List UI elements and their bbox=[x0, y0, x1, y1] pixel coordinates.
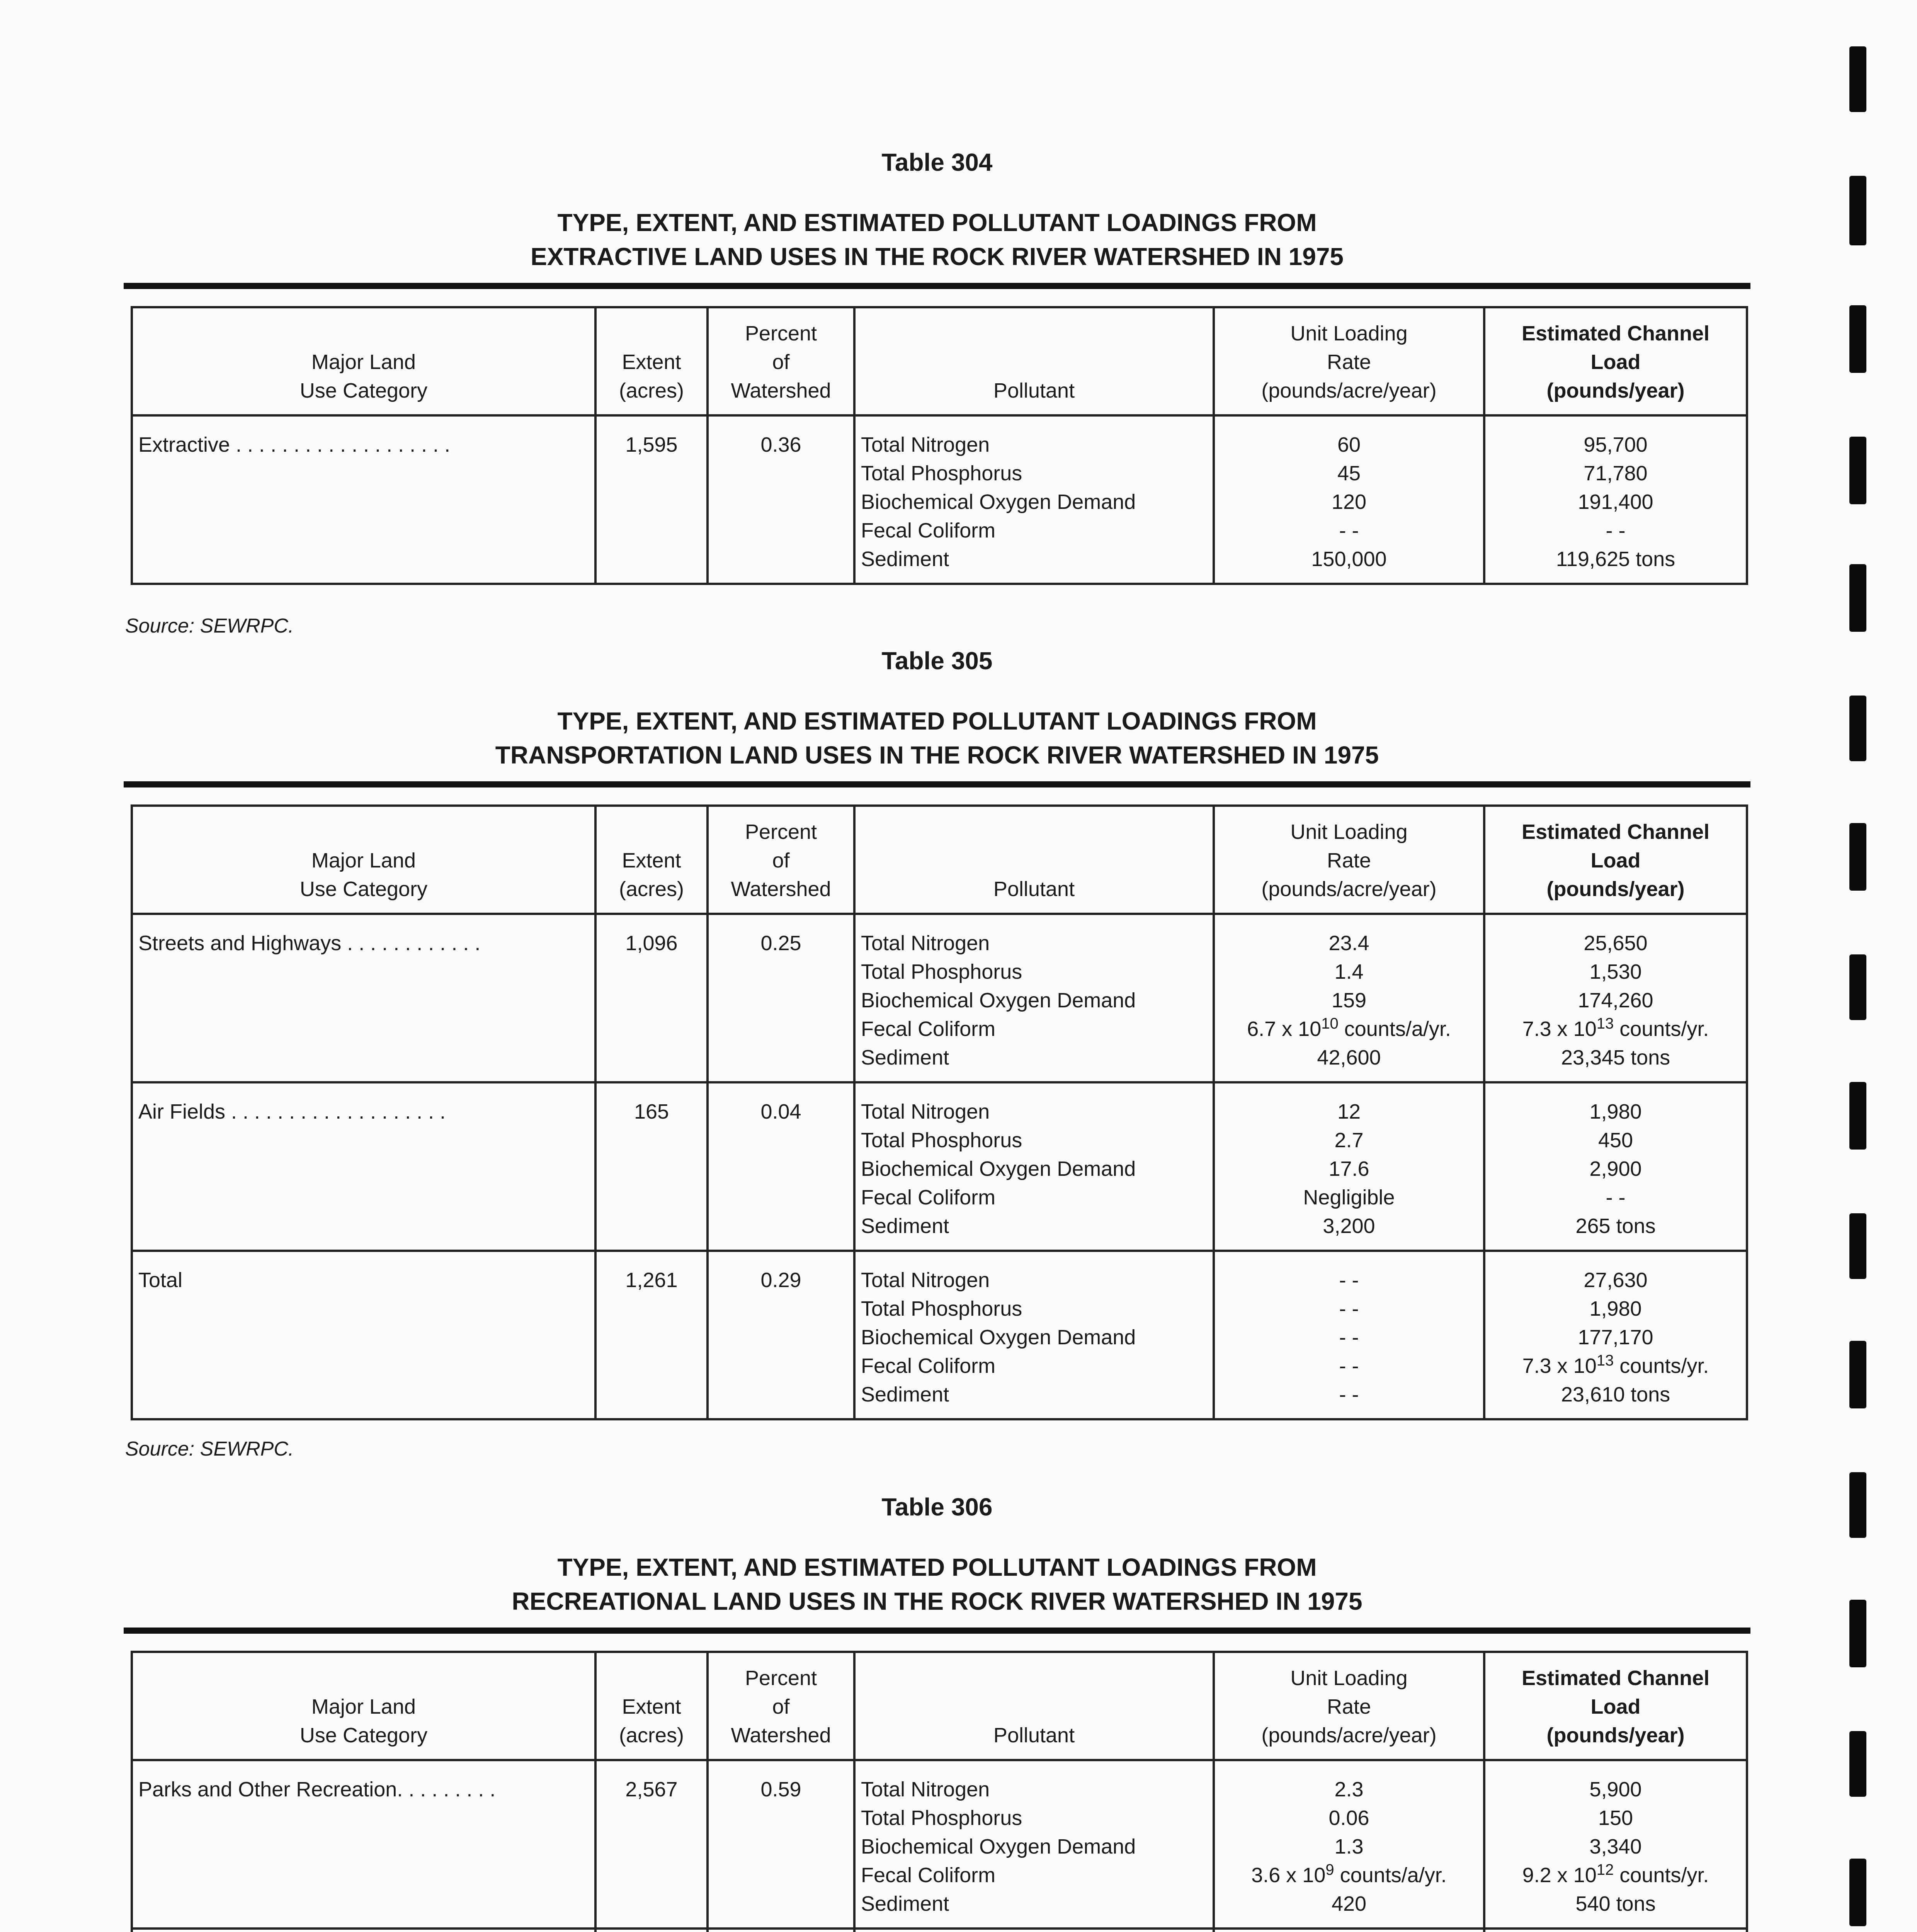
header-line: (acres) bbox=[619, 379, 684, 402]
data-table bbox=[131, 306, 1748, 585]
table-row bbox=[132, 415, 1747, 584]
rate-value bbox=[1220, 1015, 1478, 1043]
table-number: Table 304 bbox=[881, 148, 993, 176]
header-line: Unit Loading bbox=[1290, 820, 1408, 844]
load-value-exponent: 13 bbox=[1596, 1352, 1614, 1369]
binder-tab-mark bbox=[1849, 305, 1866, 373]
rate-value: 2.3 bbox=[1334, 1778, 1364, 1801]
rate-value: - - bbox=[1339, 1297, 1359, 1320]
extent-cell: 1,261 bbox=[595, 1251, 708, 1419]
pollutant-name: Sediment bbox=[861, 1214, 949, 1238]
load-value: 5,900 bbox=[1589, 1778, 1642, 1801]
land-use-category-cell: Total bbox=[132, 1251, 595, 1419]
load-value: 265 tons bbox=[1575, 1214, 1656, 1238]
data-table bbox=[131, 804, 1748, 1420]
header-line: Major Land bbox=[311, 1695, 416, 1718]
unit-loading-rate-cell bbox=[1214, 914, 1484, 1082]
binder-tab-mark bbox=[1849, 564, 1866, 632]
header-line: Unit Loading bbox=[1290, 1667, 1408, 1690]
table-block bbox=[124, 147, 1750, 585]
load-value: 1,980 bbox=[1589, 1100, 1642, 1123]
rate-value: 1.4 bbox=[1334, 960, 1364, 983]
binder-tab-mark bbox=[1849, 696, 1866, 761]
binder-tab-mark bbox=[1849, 1213, 1866, 1279]
pollutant-name: Biochemical Oxygen Demand bbox=[861, 1835, 1136, 1858]
header-line: Pollutant bbox=[993, 878, 1075, 901]
load-value-base: 7.3 x 10 bbox=[1522, 1017, 1597, 1041]
binder-tab-mark bbox=[1849, 954, 1866, 1020]
header-pollutant bbox=[854, 1652, 1214, 1760]
source-note: Source: SEWRPC. bbox=[125, 615, 294, 637]
table-block bbox=[124, 1492, 1750, 1932]
binder-tab-mark bbox=[1849, 437, 1866, 504]
table-title-line: TYPE, EXTENT, AND ESTIMATED POLLUTANT LOADINGS FROM bbox=[557, 209, 1317, 236]
header-percent-of-watershed bbox=[708, 806, 854, 914]
pollutant-cell bbox=[854, 1082, 1214, 1251]
header-line: Extent bbox=[622, 849, 681, 872]
load-value-base: 7.3 x 10 bbox=[1522, 1354, 1597, 1378]
pollutant-name: Total Nitrogen bbox=[861, 1778, 990, 1801]
pollutant-name: Total Nitrogen bbox=[861, 1100, 990, 1123]
rate-value: 17.6 bbox=[1328, 1157, 1369, 1180]
pollutant-name: Total Nitrogen bbox=[861, 1269, 990, 1292]
land-use-category-cell: Extractive . . . . . . . . . . . . . . . . . . . bbox=[132, 415, 595, 584]
header-line: Major Land bbox=[311, 350, 416, 374]
header-line: of bbox=[772, 1695, 790, 1718]
header-major-land-use bbox=[132, 307, 595, 415]
channel-load-cell bbox=[1484, 415, 1747, 584]
binder-tab-mark bbox=[1849, 1731, 1866, 1797]
source-note: Source: SEWRPC. bbox=[125, 1438, 294, 1460]
title-rule bbox=[124, 283, 1750, 289]
table-block bbox=[124, 645, 1750, 1420]
extent-cell: 2,567 bbox=[595, 1760, 708, 1929]
rate-value: 42,600 bbox=[1317, 1046, 1381, 1069]
binder-tab-mark bbox=[1849, 46, 1866, 112]
load-value: 71,780 bbox=[1584, 462, 1648, 485]
pollutant-cell bbox=[854, 1929, 1214, 1932]
header-line: Percent bbox=[745, 322, 817, 345]
extent-cell: 1,096 bbox=[595, 914, 708, 1082]
rate-value: 1.3 bbox=[1334, 1835, 1364, 1858]
header-extent bbox=[595, 307, 708, 415]
header-line: Watershed bbox=[731, 379, 831, 402]
pollutant-name: Total Nitrogen bbox=[861, 433, 990, 456]
header-line: Extent bbox=[622, 1695, 681, 1718]
binder-tab-mark bbox=[1849, 1600, 1866, 1667]
pollutant-name: Fecal Coliform bbox=[861, 1864, 996, 1887]
load-value: 95,700 bbox=[1584, 433, 1648, 456]
binder-tab-mark bbox=[1849, 1082, 1866, 1150]
pollutant-name: Total Phosphorus bbox=[861, 1297, 1022, 1320]
table-title bbox=[124, 1550, 1750, 1618]
rate-value: 420 bbox=[1331, 1892, 1367, 1915]
binder-tab-mark bbox=[1849, 1859, 1866, 1926]
table-number: Table 305 bbox=[881, 647, 993, 675]
load-value bbox=[1491, 1352, 1740, 1380]
load-value-exponent: 13 bbox=[1596, 1015, 1614, 1032]
load-value: 540 tons bbox=[1575, 1892, 1656, 1915]
header-line: Extent bbox=[622, 350, 681, 374]
rate-value bbox=[1220, 1861, 1478, 1889]
pollutant-name: Total Phosphorus bbox=[861, 462, 1022, 485]
load-value: 23,345 tons bbox=[1561, 1046, 1670, 1069]
load-value-unit: counts/yr. bbox=[1614, 1864, 1709, 1887]
pollutant-name: Total Nitrogen bbox=[861, 932, 990, 955]
header-line: Watershed bbox=[731, 1724, 831, 1747]
header-line: (pounds/year) bbox=[1546, 1724, 1685, 1747]
pollutant-name: Biochemical Oxygen Demand bbox=[861, 989, 1136, 1012]
load-value bbox=[1491, 1015, 1740, 1043]
pollutant-name: Sediment bbox=[861, 1892, 949, 1915]
rate-value: - - bbox=[1339, 1326, 1359, 1349]
header-line: Unit Loading bbox=[1290, 322, 1408, 345]
load-value: - - bbox=[1606, 519, 1626, 542]
load-value: 1,530 bbox=[1589, 960, 1642, 983]
rate-value-exponent: 10 bbox=[1321, 1015, 1339, 1032]
load-value: 25,650 bbox=[1584, 932, 1648, 955]
table-row bbox=[132, 1082, 1747, 1251]
header-percent-of-watershed bbox=[708, 307, 854, 415]
load-value-unit: counts/yr. bbox=[1614, 1354, 1709, 1378]
table-row bbox=[132, 1929, 1747, 1932]
percent-cell: 0.36 bbox=[708, 415, 854, 584]
percent-cell: 0.25 bbox=[708, 914, 854, 1082]
header-row bbox=[132, 1652, 1747, 1760]
load-value bbox=[1491, 1861, 1740, 1889]
rate-value: 60 bbox=[1337, 433, 1361, 456]
header-unit-loading-rate bbox=[1214, 1652, 1484, 1760]
header-line: Watershed bbox=[731, 878, 831, 901]
table-title bbox=[124, 206, 1750, 274]
unit-loading-rate-cell bbox=[1214, 415, 1484, 584]
rate-value: - - bbox=[1339, 1354, 1359, 1378]
table-row bbox=[132, 914, 1747, 1082]
percent-cell bbox=[708, 1929, 854, 1932]
unit-loading-rate-cell bbox=[1214, 1929, 1484, 1932]
header-line: Load bbox=[1590, 849, 1641, 872]
rate-value: 23.4 bbox=[1328, 932, 1369, 955]
rate-value: 2.7 bbox=[1334, 1129, 1364, 1152]
land-use-category-cell: Streets and Highways . . . . . . . . . . . . bbox=[132, 914, 595, 1082]
load-value: 174,260 bbox=[1578, 989, 1653, 1012]
pollutant-name: Total Phosphorus bbox=[861, 960, 1022, 983]
table-title-line: EXTRACTIVE LAND USES IN THE ROCK RIVER WATERSHED IN 1975 bbox=[531, 243, 1344, 270]
pollutant-cell bbox=[854, 415, 1214, 584]
land-use-category-cell: Parks and Other Recreation. . . . . . . . . bbox=[132, 1760, 595, 1929]
load-value: 27,630 bbox=[1584, 1269, 1648, 1292]
data-table bbox=[131, 1651, 1748, 1932]
load-value: - - bbox=[1606, 1186, 1626, 1209]
channel-load-cell bbox=[1484, 1082, 1747, 1251]
header-estimated-channel-load bbox=[1484, 307, 1747, 415]
header-line: Estimated Channel bbox=[1521, 820, 1710, 844]
extent-cell bbox=[595, 1929, 708, 1932]
header-line: (pounds/acre/year) bbox=[1261, 379, 1437, 402]
pollutant-name: Total Phosphorus bbox=[861, 1806, 1022, 1830]
table-title-line: TYPE, EXTENT, AND ESTIMATED POLLUTANT LOADINGS FROM bbox=[557, 1553, 1317, 1581]
pollutant-name: Fecal Coliform bbox=[861, 1186, 996, 1209]
header-line: Percent bbox=[745, 1667, 817, 1690]
pollutant-cell bbox=[854, 1760, 1214, 1929]
unit-loading-rate-cell bbox=[1214, 1760, 1484, 1929]
header-extent bbox=[595, 806, 708, 914]
load-value: 2,900 bbox=[1589, 1157, 1642, 1180]
pollutant-cell bbox=[854, 1251, 1214, 1419]
header-line: (pounds/acre/year) bbox=[1261, 878, 1437, 901]
header-line: Load bbox=[1590, 1695, 1641, 1718]
rate-value-exponent: 9 bbox=[1325, 1861, 1334, 1878]
rate-value-base: 6.7 x 10 bbox=[1247, 1017, 1322, 1041]
rate-value: 0.06 bbox=[1328, 1806, 1369, 1830]
header-line: (pounds/acre/year) bbox=[1261, 1724, 1437, 1747]
header-percent-of-watershed bbox=[708, 1652, 854, 1760]
header-line: Major Land bbox=[311, 849, 416, 872]
table-title-line: TRANSPORTATION LAND USES IN THE ROCK RIVER WATERSHED IN 1975 bbox=[495, 741, 1379, 769]
pollutant-name: Sediment bbox=[861, 1046, 949, 1069]
extent-cell: 1,595 bbox=[595, 415, 708, 584]
header-major-land-use bbox=[132, 1652, 595, 1760]
pollutant-name: Sediment bbox=[861, 548, 949, 571]
pollutant-name: Biochemical Oxygen Demand bbox=[861, 490, 1136, 514]
channel-load-cell bbox=[1484, 1929, 1747, 1932]
load-value: 177,170 bbox=[1578, 1326, 1653, 1349]
channel-load-cell bbox=[1484, 914, 1747, 1082]
header-line: (pounds/year) bbox=[1546, 379, 1685, 402]
header-line: Load bbox=[1590, 350, 1641, 374]
load-value: 119,625 tons bbox=[1556, 548, 1675, 571]
header-line: Estimated Channel bbox=[1521, 322, 1710, 345]
header-line: Rate bbox=[1327, 1695, 1371, 1718]
header-row bbox=[132, 307, 1747, 415]
binder-tab-mark bbox=[1849, 176, 1866, 245]
percent-cell: 0.04 bbox=[708, 1082, 854, 1251]
load-value: 23,610 tons bbox=[1561, 1383, 1670, 1406]
rate-value: 150,000 bbox=[1311, 548, 1387, 571]
header-estimated-channel-load bbox=[1484, 1652, 1747, 1760]
percent-cell: 0.29 bbox=[708, 1251, 854, 1419]
header-line: (acres) bbox=[619, 1724, 684, 1747]
header-line: Rate bbox=[1327, 849, 1371, 872]
table-number: Table 306 bbox=[881, 1493, 993, 1521]
header-line: of bbox=[772, 350, 790, 374]
pollutant-name: Fecal Coliform bbox=[861, 1017, 996, 1041]
channel-load-cell bbox=[1484, 1251, 1747, 1419]
header-unit-loading-rate bbox=[1214, 806, 1484, 914]
header-row bbox=[132, 806, 1747, 914]
load-value: 3,340 bbox=[1589, 1835, 1642, 1858]
header-line: of bbox=[772, 849, 790, 872]
pollutant-cell bbox=[854, 914, 1214, 1082]
rate-value: 45 bbox=[1337, 462, 1361, 485]
binder-tab-mark bbox=[1849, 823, 1866, 891]
extent-cell: 165 bbox=[595, 1082, 708, 1251]
header-pollutant bbox=[854, 806, 1214, 914]
pollutant-name: Biochemical Oxygen Demand bbox=[861, 1326, 1136, 1349]
header-line: Use Category bbox=[299, 379, 428, 402]
rate-value-unit: counts/a/yr. bbox=[1338, 1017, 1451, 1041]
table-title-line: TYPE, EXTENT, AND ESTIMATED POLLUTANT LOADINGS FROM bbox=[557, 707, 1317, 735]
rate-value-base: 3.6 x 10 bbox=[1251, 1864, 1326, 1887]
header-line: (pounds/year) bbox=[1546, 878, 1685, 901]
pollutant-name: Fecal Coliform bbox=[861, 519, 996, 542]
rate-value: 120 bbox=[1331, 490, 1367, 514]
rate-value: - - bbox=[1339, 1269, 1359, 1292]
rate-value: - - bbox=[1339, 1383, 1359, 1406]
pollutant-name: Sediment bbox=[861, 1383, 949, 1406]
rate-value: 159 bbox=[1331, 989, 1367, 1012]
load-value: 150 bbox=[1598, 1806, 1633, 1830]
rate-value: 12 bbox=[1337, 1100, 1361, 1123]
unit-loading-rate-cell bbox=[1214, 1082, 1484, 1251]
land-use-category-cell bbox=[132, 1929, 595, 1932]
header-extent bbox=[595, 1652, 708, 1760]
header-unit-loading-rate bbox=[1214, 307, 1484, 415]
header-line: Use Category bbox=[299, 1724, 428, 1747]
rate-value: - - bbox=[1339, 519, 1359, 542]
header-line: Pollutant bbox=[993, 379, 1075, 402]
header-pollutant bbox=[854, 307, 1214, 415]
header-line: Rate bbox=[1327, 350, 1371, 374]
load-value-base: 9.2 x 10 bbox=[1522, 1864, 1597, 1887]
title-rule bbox=[124, 1628, 1750, 1634]
percent-cell: 0.59 bbox=[708, 1760, 854, 1929]
table-title bbox=[124, 704, 1750, 772]
header-line: Use Category bbox=[299, 878, 428, 901]
table-row bbox=[132, 1760, 1747, 1929]
binder-tab-mark bbox=[1849, 1472, 1866, 1538]
table-row bbox=[132, 1251, 1747, 1419]
header-estimated-channel-load bbox=[1484, 806, 1747, 914]
header-major-land-use bbox=[132, 806, 595, 914]
table-title-line: RECREATIONAL LAND USES IN THE ROCK RIVER WATERSHED IN 1975 bbox=[512, 1587, 1362, 1615]
header-line: Percent bbox=[745, 820, 817, 844]
load-value: 191,400 bbox=[1578, 490, 1653, 514]
header-line: (acres) bbox=[619, 878, 684, 901]
pollutant-name: Total Phosphorus bbox=[861, 1129, 1022, 1152]
land-use-category-cell: Air Fields . . . . . . . . . . . . . . . . . . . bbox=[132, 1082, 595, 1251]
unit-loading-rate-cell bbox=[1214, 1251, 1484, 1419]
header-line: Pollutant bbox=[993, 1724, 1075, 1747]
load-value: 1,980 bbox=[1589, 1297, 1642, 1320]
rate-value: Negligible bbox=[1303, 1186, 1395, 1209]
pollutant-name: Fecal Coliform bbox=[861, 1354, 996, 1378]
channel-load-cell bbox=[1484, 1760, 1747, 1929]
load-value: 450 bbox=[1598, 1129, 1633, 1152]
load-value-exponent: 12 bbox=[1596, 1861, 1614, 1878]
rate-value-unit: counts/a/yr. bbox=[1334, 1864, 1447, 1887]
pollutant-name: Biochemical Oxygen Demand bbox=[861, 1157, 1136, 1180]
header-line: Estimated Channel bbox=[1521, 1667, 1710, 1690]
load-value-unit: counts/yr. bbox=[1614, 1017, 1709, 1041]
binder-tab-mark bbox=[1849, 1341, 1866, 1408]
title-rule bbox=[124, 781, 1750, 787]
rate-value: 3,200 bbox=[1323, 1214, 1375, 1238]
